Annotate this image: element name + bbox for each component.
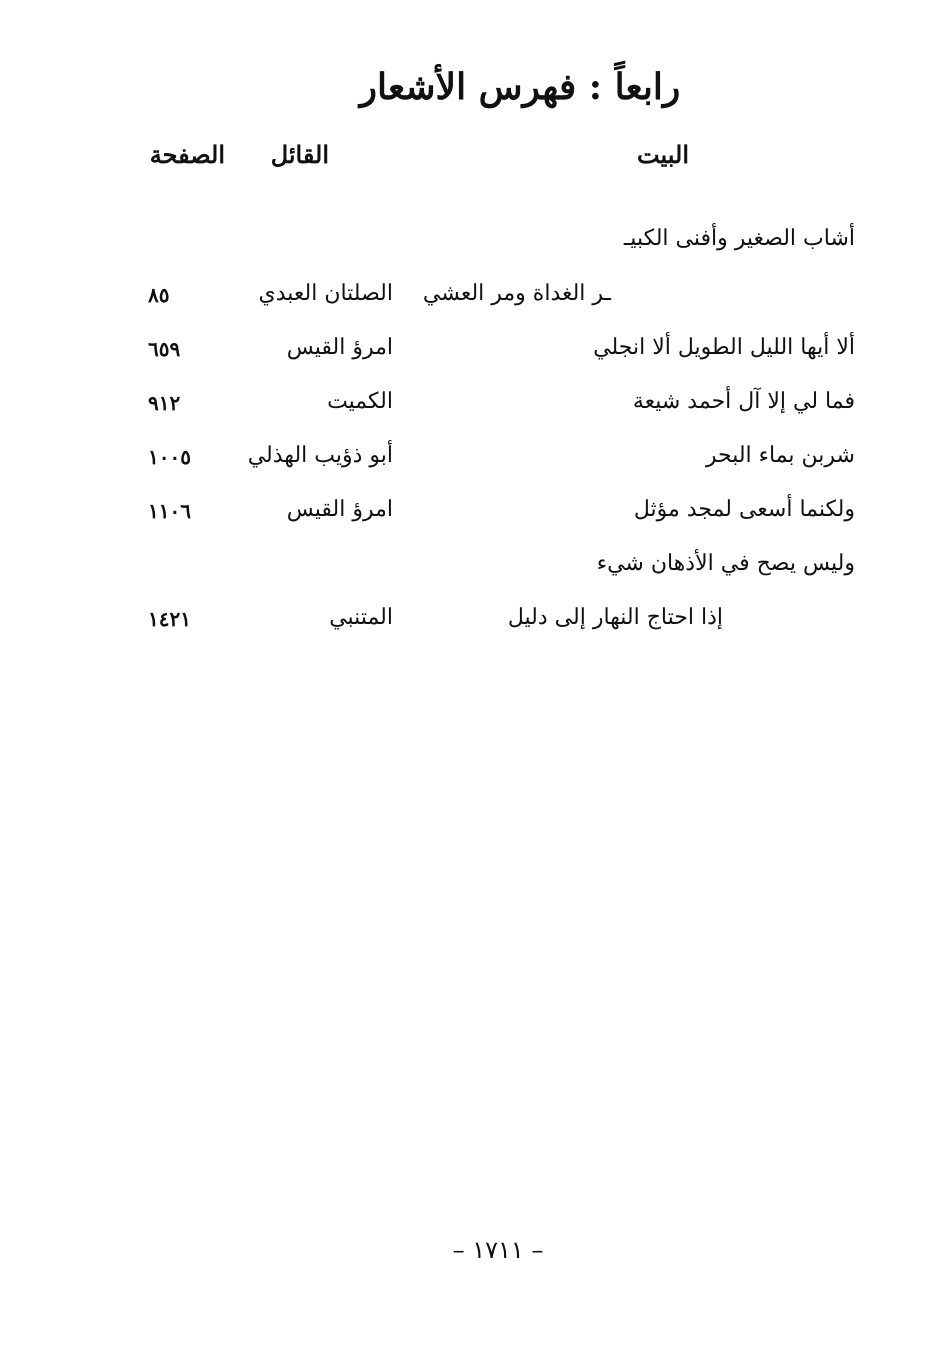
- page-number: ٩١٢: [148, 391, 181, 415]
- index-row: [0, 443, 951, 483]
- index-row: [0, 335, 951, 375]
- verse-text: ولكنما أسعى لمجد مؤثل: [633, 497, 855, 522]
- index-row: [0, 226, 951, 266]
- speaker-name: المتنبي: [329, 605, 393, 630]
- speaker-name: الكميت: [327, 389, 393, 414]
- column-header-verse: البيت: [636, 140, 689, 169]
- verse-text: ألا أيها الليل الطويل ألا انجلي: [593, 335, 855, 360]
- index-row: [0, 281, 951, 321]
- index-row: [0, 497, 951, 537]
- page-title: رابعاً : فهرس الأشعار: [359, 66, 681, 108]
- verse-text: ـر الغداة ومر العشي: [422, 281, 611, 306]
- speaker-name: الصلتان العبدي: [258, 281, 393, 306]
- page-number: ٦٥٩: [148, 337, 181, 361]
- verse-text: وليس يصح في الأذهان شيء: [596, 551, 855, 576]
- page-number: ٨٥: [148, 283, 170, 307]
- page-number: ١٤٢١: [148, 607, 191, 631]
- speaker-name: امرؤ القيس: [286, 335, 393, 360]
- column-header-speaker: القائل: [270, 140, 329, 169]
- verse-text: فما لي إلا آل أحمد شيعة: [632, 389, 855, 414]
- verse-text: إذا احتاج النهار إلى دليل: [507, 605, 723, 630]
- page-number: ١٠٠٥: [148, 445, 191, 469]
- verse-text: أشاب الصغير وأفنى الكبيـ: [623, 226, 855, 251]
- verse-text: شربن بماء البحر: [705, 443, 855, 468]
- speaker-name: امرؤ القيس: [286, 497, 393, 522]
- page-number: ١١٠٦: [148, 499, 191, 523]
- index-row: [0, 605, 951, 645]
- index-row: [0, 551, 951, 591]
- speaker-name: أبو ذؤيب الهذلي: [247, 443, 393, 468]
- page-footer-number: – ١٧١١ –: [452, 1236, 544, 1264]
- column-header-page: الصفحة: [149, 140, 225, 169]
- index-row: [0, 389, 951, 429]
